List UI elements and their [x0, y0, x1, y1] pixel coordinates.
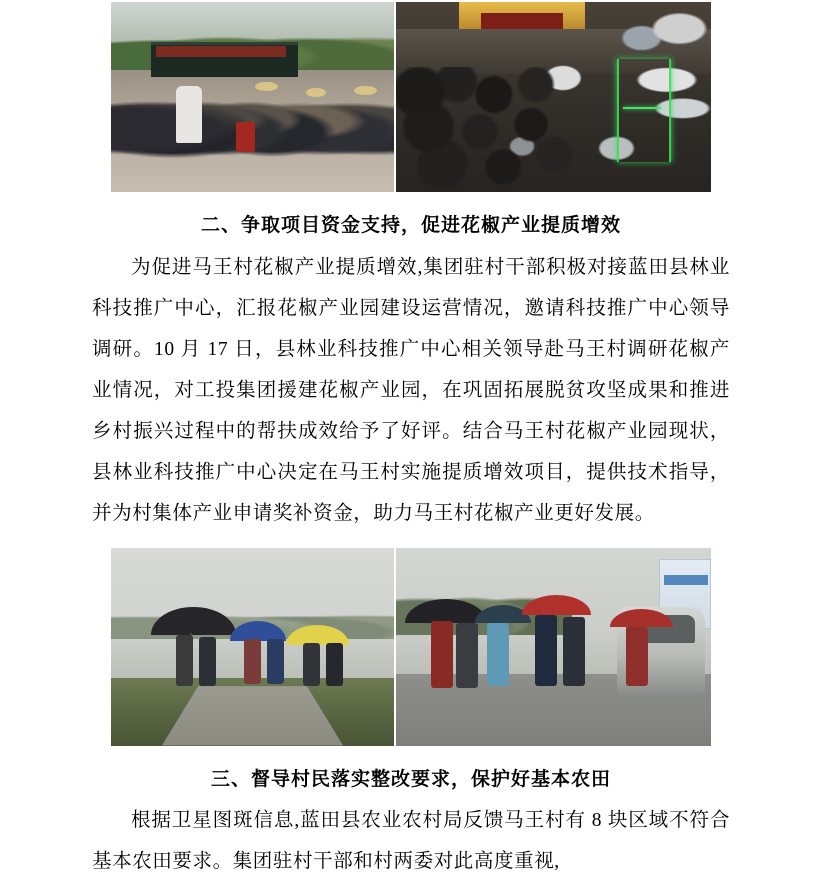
- section-three-paragraph: 根据卫星图斑信息,蓝田县农业农村局反馈马王村有 8 块区域不符合基本农田要求。集团驻村干部和村两委对此高度重视,: [92, 810, 730, 872]
- photo-village-meeting-night: [396, 2, 711, 192]
- person-figure: [244, 639, 261, 685]
- figure-group-top: [111, 0, 711, 192]
- person-figure: [456, 623, 478, 688]
- green-light-strip: [617, 59, 671, 162]
- person-figure: [176, 635, 193, 686]
- red-bag: [236, 122, 256, 152]
- figure-group-middle-wrap: [0, 548, 822, 746]
- stage-banner: [156, 46, 286, 57]
- person-figure: [535, 615, 557, 686]
- photo-foggy-road-inspection: [396, 548, 711, 746]
- crowd-region: [396, 67, 629, 192]
- person-figure: [563, 617, 585, 686]
- person-figure: [487, 623, 509, 686]
- section-two-heading: 二、争取项目资金支持，促进花椒产业提质增效: [200, 215, 621, 236]
- section-three: [0, 766, 822, 879]
- section-three-body: [92, 800, 730, 879]
- person-figure: [626, 627, 648, 686]
- photo-village-meeting-day: [111, 2, 394, 192]
- person-figure: [303, 643, 320, 687]
- straw-hat-icon: [354, 86, 377, 96]
- figure-group-top-wrap: [0, 0, 822, 192]
- section-two: [0, 212, 822, 534]
- crowd-region: [111, 70, 394, 169]
- green-light-strip: [623, 107, 661, 109]
- person-figure: [267, 639, 284, 685]
- signboard-band: [664, 575, 708, 585]
- person-figure: [431, 621, 453, 688]
- figure-group-middle: [111, 548, 711, 746]
- person-figure: [326, 643, 343, 687]
- person-white-shirt: [176, 86, 201, 143]
- photo-foggy-field-umbrellas: [111, 548, 394, 746]
- straw-hat-icon: [306, 88, 326, 98]
- section-three-heading: 三、督导村民落实整改要求，保护好基本农田: [210, 768, 611, 790]
- person-figure: [199, 637, 216, 687]
- section-two-paragraph: 为促进马王村花椒产业提质增效,集团驻村干部积极对接蓝田县林业科技推广中心，汇报花椒产业园建设运营情况，邀请科技推广中心领导调研。10 月 17 日，县林业科技推广中心相关领导赴马王村调研花椒产业情况，对工投集团援建花椒产业园，在巩固拓展脱贫攻坚成果和推进乡村振兴过程中的帮扶成效给予了好评。结合马王村花椒产业园现状，县林业科技推广中心决定在马王村实施提质增效项目，提供技术指导，并为村集体产业申请奖补资金，助力马王村花椒产业更好发展。: [92, 256, 730, 524]
